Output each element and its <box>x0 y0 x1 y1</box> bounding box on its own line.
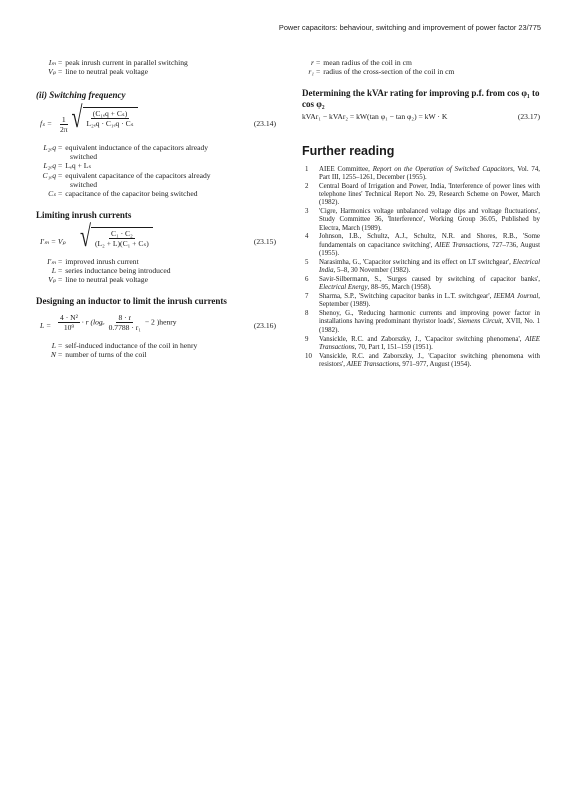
equation-23-15 <box>36 220 276 257</box>
reference-text: AIEE Committee, Report on the Operation of Switched Capacitors, Vol. 74, Part III, 1255–1261, December (1955). <box>319 165 540 181</box>
definition-text: Lₑq + Lₛ <box>65 161 92 171</box>
definition-text: self-induced inductance of the coil in henry <box>65 340 198 350</box>
definition-line: C₁ₑq = equivalent capacitance of the capacitors already <box>36 171 276 180</box>
definition-line: N = number of turns of the coil <box>36 350 276 359</box>
symbol: L <box>51 340 56 350</box>
symbol: L <box>51 265 56 275</box>
reference-number: 1 <box>305 165 309 173</box>
symbol: r₁ <box>308 67 314 77</box>
definition-line: L = self-induced inductance of the coil in henry <box>36 341 276 350</box>
definition-line <box>36 180 276 189</box>
reference-item <box>302 276 540 293</box>
reference-text: Shenoy, G., 'Reducing harmonic currents and improving power factor in installations having predominant thyristor loads', Siemens Circuit, XVII, No. 1 (1982). <box>319 310 541 334</box>
reference-number: 2 <box>305 182 309 190</box>
definition-line: L = series inductance being introduced <box>36 266 276 275</box>
definition-text: switched <box>70 152 97 162</box>
heading-switching-frequency: (ii) Switching frequency <box>36 90 126 101</box>
definition-line: Cₛ = capacitance of the capacitor being switched <box>36 189 276 198</box>
heading-limiting-inrush: Limiting inrush currents <box>36 210 132 221</box>
definition-text: series inductance being introduced <box>65 265 171 275</box>
definition-line <box>36 152 276 161</box>
equation-body: √ $\frac{\text{C₁ · C₂}}{\text{(L₂ + L)(C₁ + Cₛ)}}$ <box>80 227 153 248</box>
symbol: Iₘ <box>48 58 56 67</box>
reference-number: 8 <box>305 310 309 318</box>
fraction-numerator: 1 <box>61 115 66 125</box>
reference-item <box>302 183 540 208</box>
heading-designing-inductor: Designing an inductor to limit the inrush currents <box>36 296 227 307</box>
definition-text: improved inrush current <box>65 256 139 266</box>
reference-number: 9 <box>305 335 309 343</box>
symbol: I′ₘ <box>47 256 56 266</box>
reference-item <box>302 310 540 335</box>
definition-text: line to neutral peak voltage <box>65 275 148 285</box>
equation-lhs: L = <box>40 320 52 330</box>
definition-text: capacitance of the capacitor being switched <box>65 188 198 198</box>
reference-number: 10 <box>305 352 312 360</box>
reference-text: Narasimha, G., 'Capacitor switching and its effect on LT switchgear', Electrical India, 5–8, 30 November (1982). <box>319 258 540 275</box>
symbol: r <box>311 58 314 67</box>
definitions-limiting <box>36 257 276 285</box>
definition-text: switched <box>70 179 97 189</box>
fraction-numerator: 4 · N² <box>60 312 78 322</box>
definitions-right-top <box>302 58 540 76</box>
running-header: Power capacitors: behaviour, switching and improvement of power factor 23/775 <box>278 23 541 32</box>
equation-body: $\frac{1}{2\pi}$ √ $\frac{\text{(C₁ₑq + Cₛ)}}{\text{L₂ₑq · C₁ₑq · Cₛ}}$ <box>58 107 138 135</box>
equation-term: · r (logₑ <box>81 317 105 327</box>
definition-line: L₂ₑq = equivalent inductance of the capacitors already <box>36 143 276 152</box>
definition-line: Vₚ = line to neutral peak voltage <box>36 275 276 284</box>
reference-item <box>302 293 540 310</box>
reference-text: 'Cigre, Harmonics voltage unbalanced voltage dips and voltage fluctuations', Study Committee 36, 'Interference', Working Group 36.05, Published by Electra, March (1989). <box>319 208 540 232</box>
reference-item <box>302 259 540 276</box>
heading-further-reading: Further reading <box>302 143 395 158</box>
definition-line: I′ₘ = improved inrush current <box>36 257 276 266</box>
definition-text: radius of the cross-section of the coil in cm <box>323 67 455 77</box>
fraction-denominator: L₂ₑq · C₁ₑq · Cₛ <box>86 119 134 129</box>
equation-body: kVAr₁ − kVAr₂ = kW(tan φ₁ − tan φ₂) = kW · K <box>302 112 448 122</box>
definition-text: equivalent capacitance of the capacitors already <box>65 170 211 180</box>
equation-term: − 2 )henry <box>144 317 177 327</box>
definition-text: equivalent inductance of the capacitors already <box>65 142 209 152</box>
fraction-numerator: (C₁ₑq + Cₛ) <box>92 108 128 118</box>
reference-item <box>302 336 540 353</box>
definition-line: Vₚ = line to neutral peak voltage <box>36 67 276 76</box>
symbol: N <box>50 349 56 359</box>
equation-23-14 <box>36 101 276 141</box>
definitions-switching <box>36 143 276 198</box>
definition-text: line to neutral peak voltage <box>65 67 148 77</box>
fraction-denominator: 0.7788 · r₁ <box>108 322 141 332</box>
reference-number: 7 <box>305 293 309 301</box>
reference-item <box>302 353 540 370</box>
symbol: L₂ₑq <box>43 142 56 152</box>
definition-line: L₂ₑq = Lₑq + Lₛ <box>36 161 276 170</box>
reference-item <box>302 208 540 233</box>
reference-text: Savir-Silbermann, S., 'Surges caused by switching of capacitor banks', Electrical Energy, 88–95, March (1958). <box>319 275 540 292</box>
symbol: Vₚ <box>48 275 56 285</box>
reference-text: Vansickle, R.C. and Zaborszky, J., 'Capacitor switching phenomena with resistors', AIEE Transactions, 971–977, August (1954). <box>319 352 540 368</box>
equation-number: (23.14) <box>253 118 276 128</box>
equation-lhs: fₛ = <box>40 118 52 128</box>
reference-number: 4 <box>305 233 309 241</box>
reference-list <box>302 166 540 370</box>
symbol: Cₛ <box>48 188 56 198</box>
reference-number: 3 <box>305 208 309 216</box>
definition-text: mean radius of the coil in cm <box>323 58 412 67</box>
equation-number: (23.16) <box>253 320 276 330</box>
fraction-denominator: (L₂ + L)(C₁ + Cₛ) <box>94 238 149 248</box>
equation-number: (23.15) <box>253 236 276 246</box>
fraction-denominator: 2π <box>60 125 68 135</box>
equation-23-17 <box>302 112 540 121</box>
reference-text: Central Board of Irrigation and Power, India, 'Interference of power lines with telephone lines' Technical Report No. 29, Research Scheme on Power, March (1982). <box>319 182 540 207</box>
definition-text: number of turns of the coil <box>65 349 147 359</box>
symbol: C₁ₑq <box>42 170 56 180</box>
reference-text: Vansickle, R.C. and Zaborszky, J., 'Capacitor switching phenomena', AIEE Transactions, 70, Part I, 151–159 (1951). <box>319 335 540 351</box>
fraction-numerator: 8 · r <box>118 312 132 322</box>
reference-item <box>302 233 540 258</box>
equation-23-16 <box>36 313 276 341</box>
reference-text: Sharma, S.P., 'Switching capacitor banks in L.T. switchgear', IEEMA Journal, September (1989). <box>319 293 540 309</box>
definition-line: Iₘ = peak inrush current in parallel switching <box>36 58 276 67</box>
reference-text: Johnson, I.B., Schultz, A.J., Schultz, N.R. and Shores, R.B., 'Some fundamentals on capacitance switching', AIEE Transactions, 727–736, August (1955). <box>319 233 540 258</box>
heading-kvar-rating: Determining the kVAr rating for improving p.f. from cos φ₁ to cos φ₂ <box>302 88 540 109</box>
equation-body <box>58 313 177 332</box>
right-column <box>302 58 540 370</box>
reference-number: 6 <box>305 275 309 283</box>
equation-number: (23.17) <box>517 112 540 122</box>
equation-lhs: I′ₘ = Vₚ <box>40 236 66 246</box>
fraction-numerator: C₁ · C₂ <box>111 228 133 238</box>
definition-line: r₁ = radius of the cross-section of the coil in cm <box>302 67 540 76</box>
left-column <box>36 58 276 359</box>
symbol: L₂ₑq <box>43 161 56 171</box>
definitions-top <box>36 58 276 76</box>
symbol: Vₚ <box>48 67 56 77</box>
definitions-designing <box>36 341 276 359</box>
definition-text: peak inrush current in parallel switching <box>65 58 188 67</box>
reference-item <box>302 166 540 183</box>
reference-number: 5 <box>305 258 309 266</box>
definition-line: r = mean radius of the coil in cm <box>302 58 540 67</box>
fraction-denominator: 10⁹ <box>63 322 75 332</box>
